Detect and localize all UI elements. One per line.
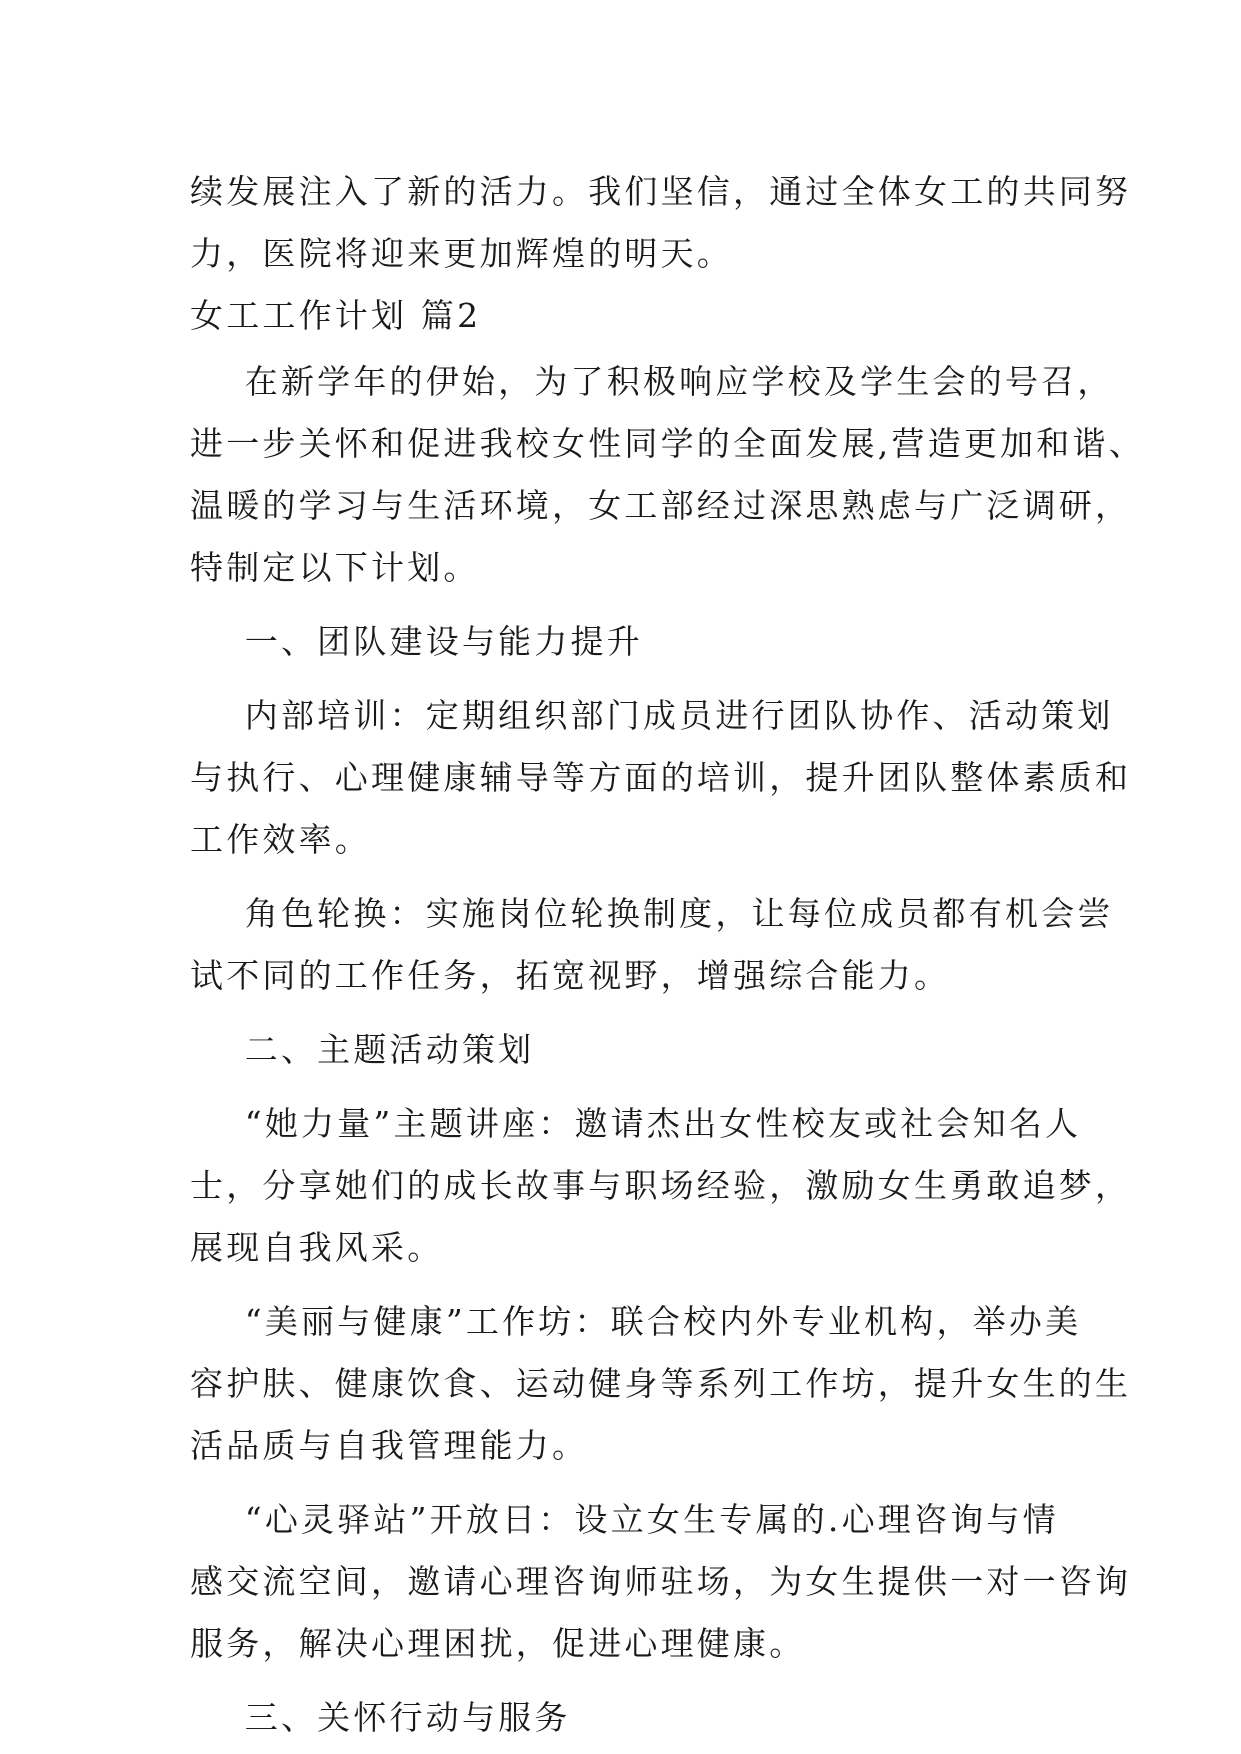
body-line: 展现自我风采。 <box>190 1228 444 1267</box>
subsection-heading: 一、团队建设与能力提升 <box>190 622 643 661</box>
body-line: 进一步关怀和促进我校女性同学的全面发展,营造更加和谐、 <box>190 424 1145 463</box>
body-line: 力，医院将迎来更加辉煌的明天。 <box>190 234 733 273</box>
body-line: 内部培训：定期组织部门成员进行团队协作、活动策划 <box>190 696 1114 735</box>
body-line: 续发展注入了新的活力。我们坚信，通过全体女工的共同努 <box>190 172 1132 211</box>
body-line: 服务，解决心理困扰，促进心理健康。 <box>190 1624 806 1663</box>
body-line: 容护肤、健康饮食、运动健身等系列工作坊，提升女生的生 <box>190 1364 1132 1403</box>
body-line: 感交流空间，邀请心理咨询师驻场，为女生提供一对一咨询 <box>190 1562 1132 1601</box>
body-line: 在新学年的伊始，为了积极响应学校及学生会的号召， <box>190 362 1114 401</box>
section-heading: 女工工作计划 篇2 <box>190 296 482 335</box>
body-line: 与执行、心理健康辅导等方面的培训，提升团队整体素质和 <box>190 758 1132 797</box>
body-line: 工作效率。 <box>190 820 371 859</box>
body-line: 士，分享她们的成长故事与职场经验，激励女生勇敢追梦， <box>190 1166 1132 1205</box>
subsection-heading: 三、关怀行动与服务 <box>190 1698 571 1737</box>
body-line: “心灵驿站”开放日：设立女生专属的.心理咨询与情 <box>190 1500 1059 1539</box>
body-line: 试不同的工作任务，拓宽视野，增强综合能力。 <box>190 956 951 995</box>
subsection-heading: 二、主题活动策划 <box>190 1030 535 1069</box>
document-body <box>190 161 1145 1749</box>
body-line: 活品质与自我管理能力。 <box>190 1426 589 1465</box>
body-line: “她力量”主题讲座：邀请杰出女性校友或社会知名人 <box>190 1104 1082 1143</box>
body-line: 角色轮换：实施岗位轮换制度，让每位成员都有机会尝 <box>190 894 1114 933</box>
body-line: 温暖的学习与生活环境，女工部经过深思熟虑与广泛调研， <box>190 486 1132 525</box>
body-line: “美丽与健康”工作坊：联合校内外专业机构，举办美 <box>190 1302 1082 1341</box>
body-line: 特制定以下计划。 <box>190 548 480 587</box>
